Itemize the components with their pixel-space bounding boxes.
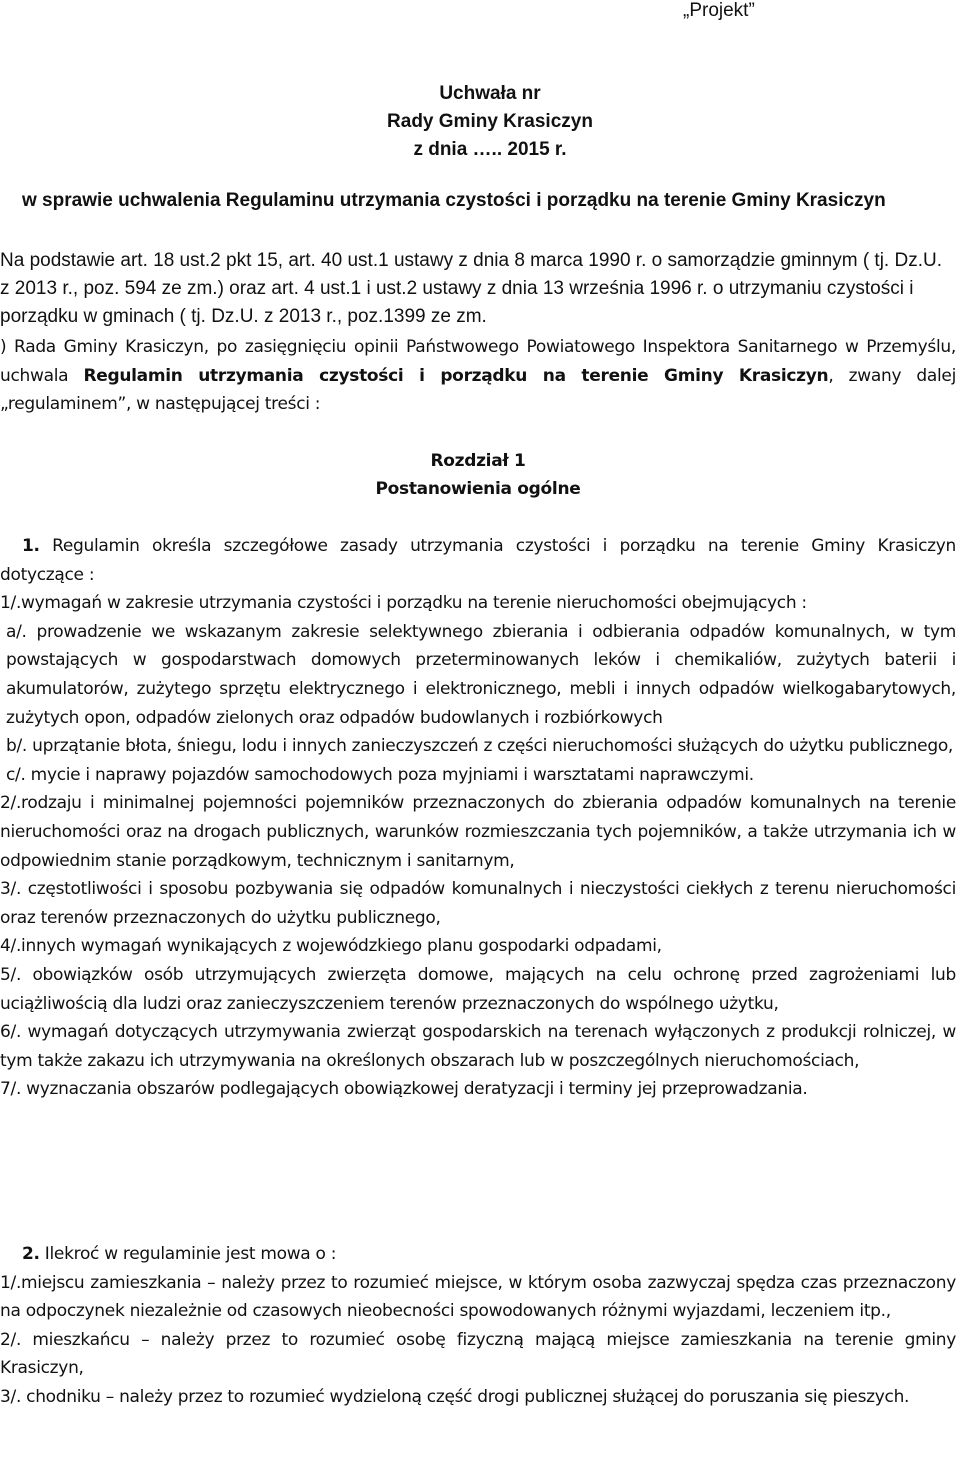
draft-label: „Projekt” [683, 0, 755, 21]
section-intro-text: Regulamin określa szczegółowe zasady utrzymania czystości i porządku na terenie Gminy Krasiczyn dotyczące : [0, 536, 956, 585]
resolution-title: Uchwała nr [439, 83, 541, 104]
definition-item: 1/.miejscu zamieszkania – należy przez to rozumieć miejsce, w którym osoba zazwyczaj spędza czas przeznaczony na odpoczynek niezależnie od czasowych nieobecności spowodowanych różnymi wyjazdami, leczeniem itp., [0, 1272, 956, 1322]
regulation-title-bold: Regulamin utrzymania czystości i porządku na terenie Gminy Krasiczyn [83, 365, 829, 386]
section-2-intro [0, 1240, 956, 1269]
legal-basis-continuation [0, 333, 956, 419]
list-item: 1/.wymagań w zakresie utrzymania czystości i porządku na terenie nieruchomości obejmujących : [0, 593, 807, 614]
list-item: 7/. wyznaczania obszarów podlegających obowiązkowej deratyzacji i terminy jej przeprowadzania. [0, 1079, 808, 1100]
section-number: 2. [22, 1244, 40, 1264]
list-item: 4/.innych wymagań wynikających z wojewódzkiego planu gospodarki odpadami, [0, 936, 662, 957]
list-item: 3/. częstotliwości i sposobu pozbywania się odpadów komunalnych i nieczystości ciekłych z terenu nieruchomości oraz terenów przeznaczonych do użytku publicznego, [0, 879, 956, 928]
basis-text: ) Rada Gminy Krasiczyn, po zasięgnięciu opinii Państwowego Powiatowego Inspektora Sanitarnego w Przemyślu, uchwala [0, 337, 956, 386]
resolution-subject: w sprawie uchwalenia Regulaminu utrzymania czystości i porządku na terenie Gminy Krasiczyn [22, 190, 886, 211]
basis-text-end: , zwany dalej „regulaminem”, w następującej treści : [0, 365, 956, 415]
definition-item: 3/. chodniku – należy przez to rozumieć wydzieloną część drogi publicznej służącej do poruszania się pieszych. [0, 1386, 910, 1407]
legal-basis [0, 247, 956, 333]
section-1 [0, 532, 956, 1104]
resolution-date: z dnia ….. 2015 r. [413, 139, 567, 160]
resolution-header [0, 80, 960, 164]
chapter-title: Rozdział 1 [430, 451, 526, 471]
legal-basis-paragraph [0, 333, 956, 419]
chapter-heading [0, 447, 956, 503]
list-item: 6/. wymagań dotyczących utrzymywania zwierząt gospodarskich na terenach wyłączonych z produkcji rolniczej, w tym także zakazu ich utrzymywania na określonych obszarach lub w poszczególnych nieruchomościach, [0, 1022, 956, 1071]
section-1-intro [0, 532, 956, 589]
list-item: 5/. obowiązków osób utrzymujących zwierzęta domowe, mających na celu ochronę przed zagrożeniami lub uciążliwością dla ludzi oraz zanieczyszczeniem terenów przeznaczonych do wspólnego użytku, [0, 964, 956, 1014]
legal-basis-text: Na podstawie art. 18 ust.2 pkt 15, art. 40 ust.1 ustawy z dnia 8 marca 1990 r. o samorządzie gminnym ( tj. Dz.U. z 2013 r., poz. 594 ze zm.) oraz art. 4 ust.1 i ust.2 ustawy z dnia 13 września 1996 r. o utrzymaniu czystości i porządku w gminach ( tj. Dz.U. z 2013 r., poz.1399 ze zm. [0, 250, 942, 327]
list-item: 2/.rodzaju i minimalnej pojemności pojemników przeznaczonych do zbierania odpadów komunalnych na terenie nieruchomości oraz na drogach publicznych, warunków rozmieszczania tych pojemników, a także utrzymania ich w odpowiednim stanie porządkowym, technicznym i sanitarnym, [0, 793, 956, 871]
council-name: Rady Gminy Krasiczyn [387, 111, 593, 132]
section-intro-text: Ilekroć w regulaminie jest mowa o : [39, 1244, 337, 1264]
section-number: 1. [22, 536, 40, 556]
list-item: a/. prowadzenie we wskazanym zakresie selektywnego zbierania i odbierania odpadów komunalnych, w tym powstających w gospodarstwach domowych przeterminowanych leków i chemikaliów, zużytych baterii i akumulatorów, zużytego sprzętu elektrycznego i elektronicznego, mebli i innych odpadów wielkogabarytowych, zużytych opon, odpadów zielonych oraz odpadów budowlanych i rozbiórkowych [6, 621, 956, 728]
list-item: c/. mycie i naprawy pojazdów samochodowych poza myjniami i warsztatami naprawczymi. [6, 764, 754, 785]
section-2 [0, 1240, 956, 1412]
list-item: b/. uprzątanie błota, śniegu, lodu i innych zanieczyszczeń z części nieruchomości służących do użytku publicznego, [6, 736, 954, 757]
chapter-subtitle: Postanowienia ogólne [375, 479, 581, 499]
definition-item: 2/. mieszkańcu – należy przez to rozumieć osobę fizyczną mającą miejsce zamieszkania na terenie gminy Krasiczyn, [0, 1329, 956, 1379]
